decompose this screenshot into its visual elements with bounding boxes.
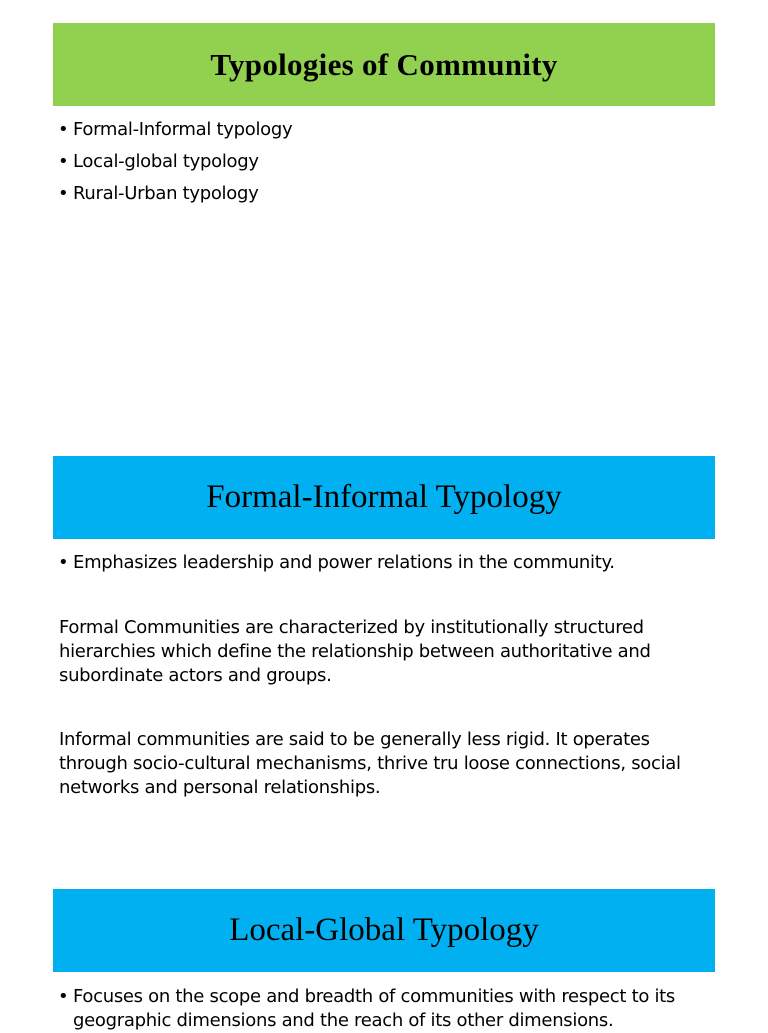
bullet-glyph: •	[58, 986, 69, 1007]
bullet-item: • Local-global typology	[58, 151, 259, 172]
slide-title: Local-Global Typology	[229, 912, 539, 948]
bullet-item: • Rural-Urban typology	[58, 183, 259, 204]
slide-title-banner	[53, 889, 715, 972]
bullet-list	[58, 985, 718, 1033]
bullet-glyph: •	[58, 119, 69, 140]
paragraph-formal: Formal Communities are characterized by institutionally structured hierarchies which define the relationship between authoritative and subordinate actors and groups.	[59, 617, 651, 686]
bullet-glyph: •	[58, 183, 69, 204]
bullet-item: • Focuses on the scope and breadth of communities with respect to its geographic dimensions and the reach of its other dimensions.	[58, 986, 675, 1031]
bullet-glyph: •	[58, 552, 69, 573]
slide-title: Formal-Informal Typology	[206, 479, 562, 515]
bullet-glyph: •	[58, 151, 69, 172]
paragraph-informal: Informal communities are said to be generally less rigid. It operates through socio-cultural mechanisms, thrive tru loose connections, social networks and personal relationships.	[59, 729, 681, 798]
slide-title: Typologies of Community	[210, 46, 558, 82]
bullet-item: • Emphasizes leadership and power relations in the community.	[58, 552, 615, 573]
bullet-item: • Formal-Informal typology	[58, 119, 293, 140]
